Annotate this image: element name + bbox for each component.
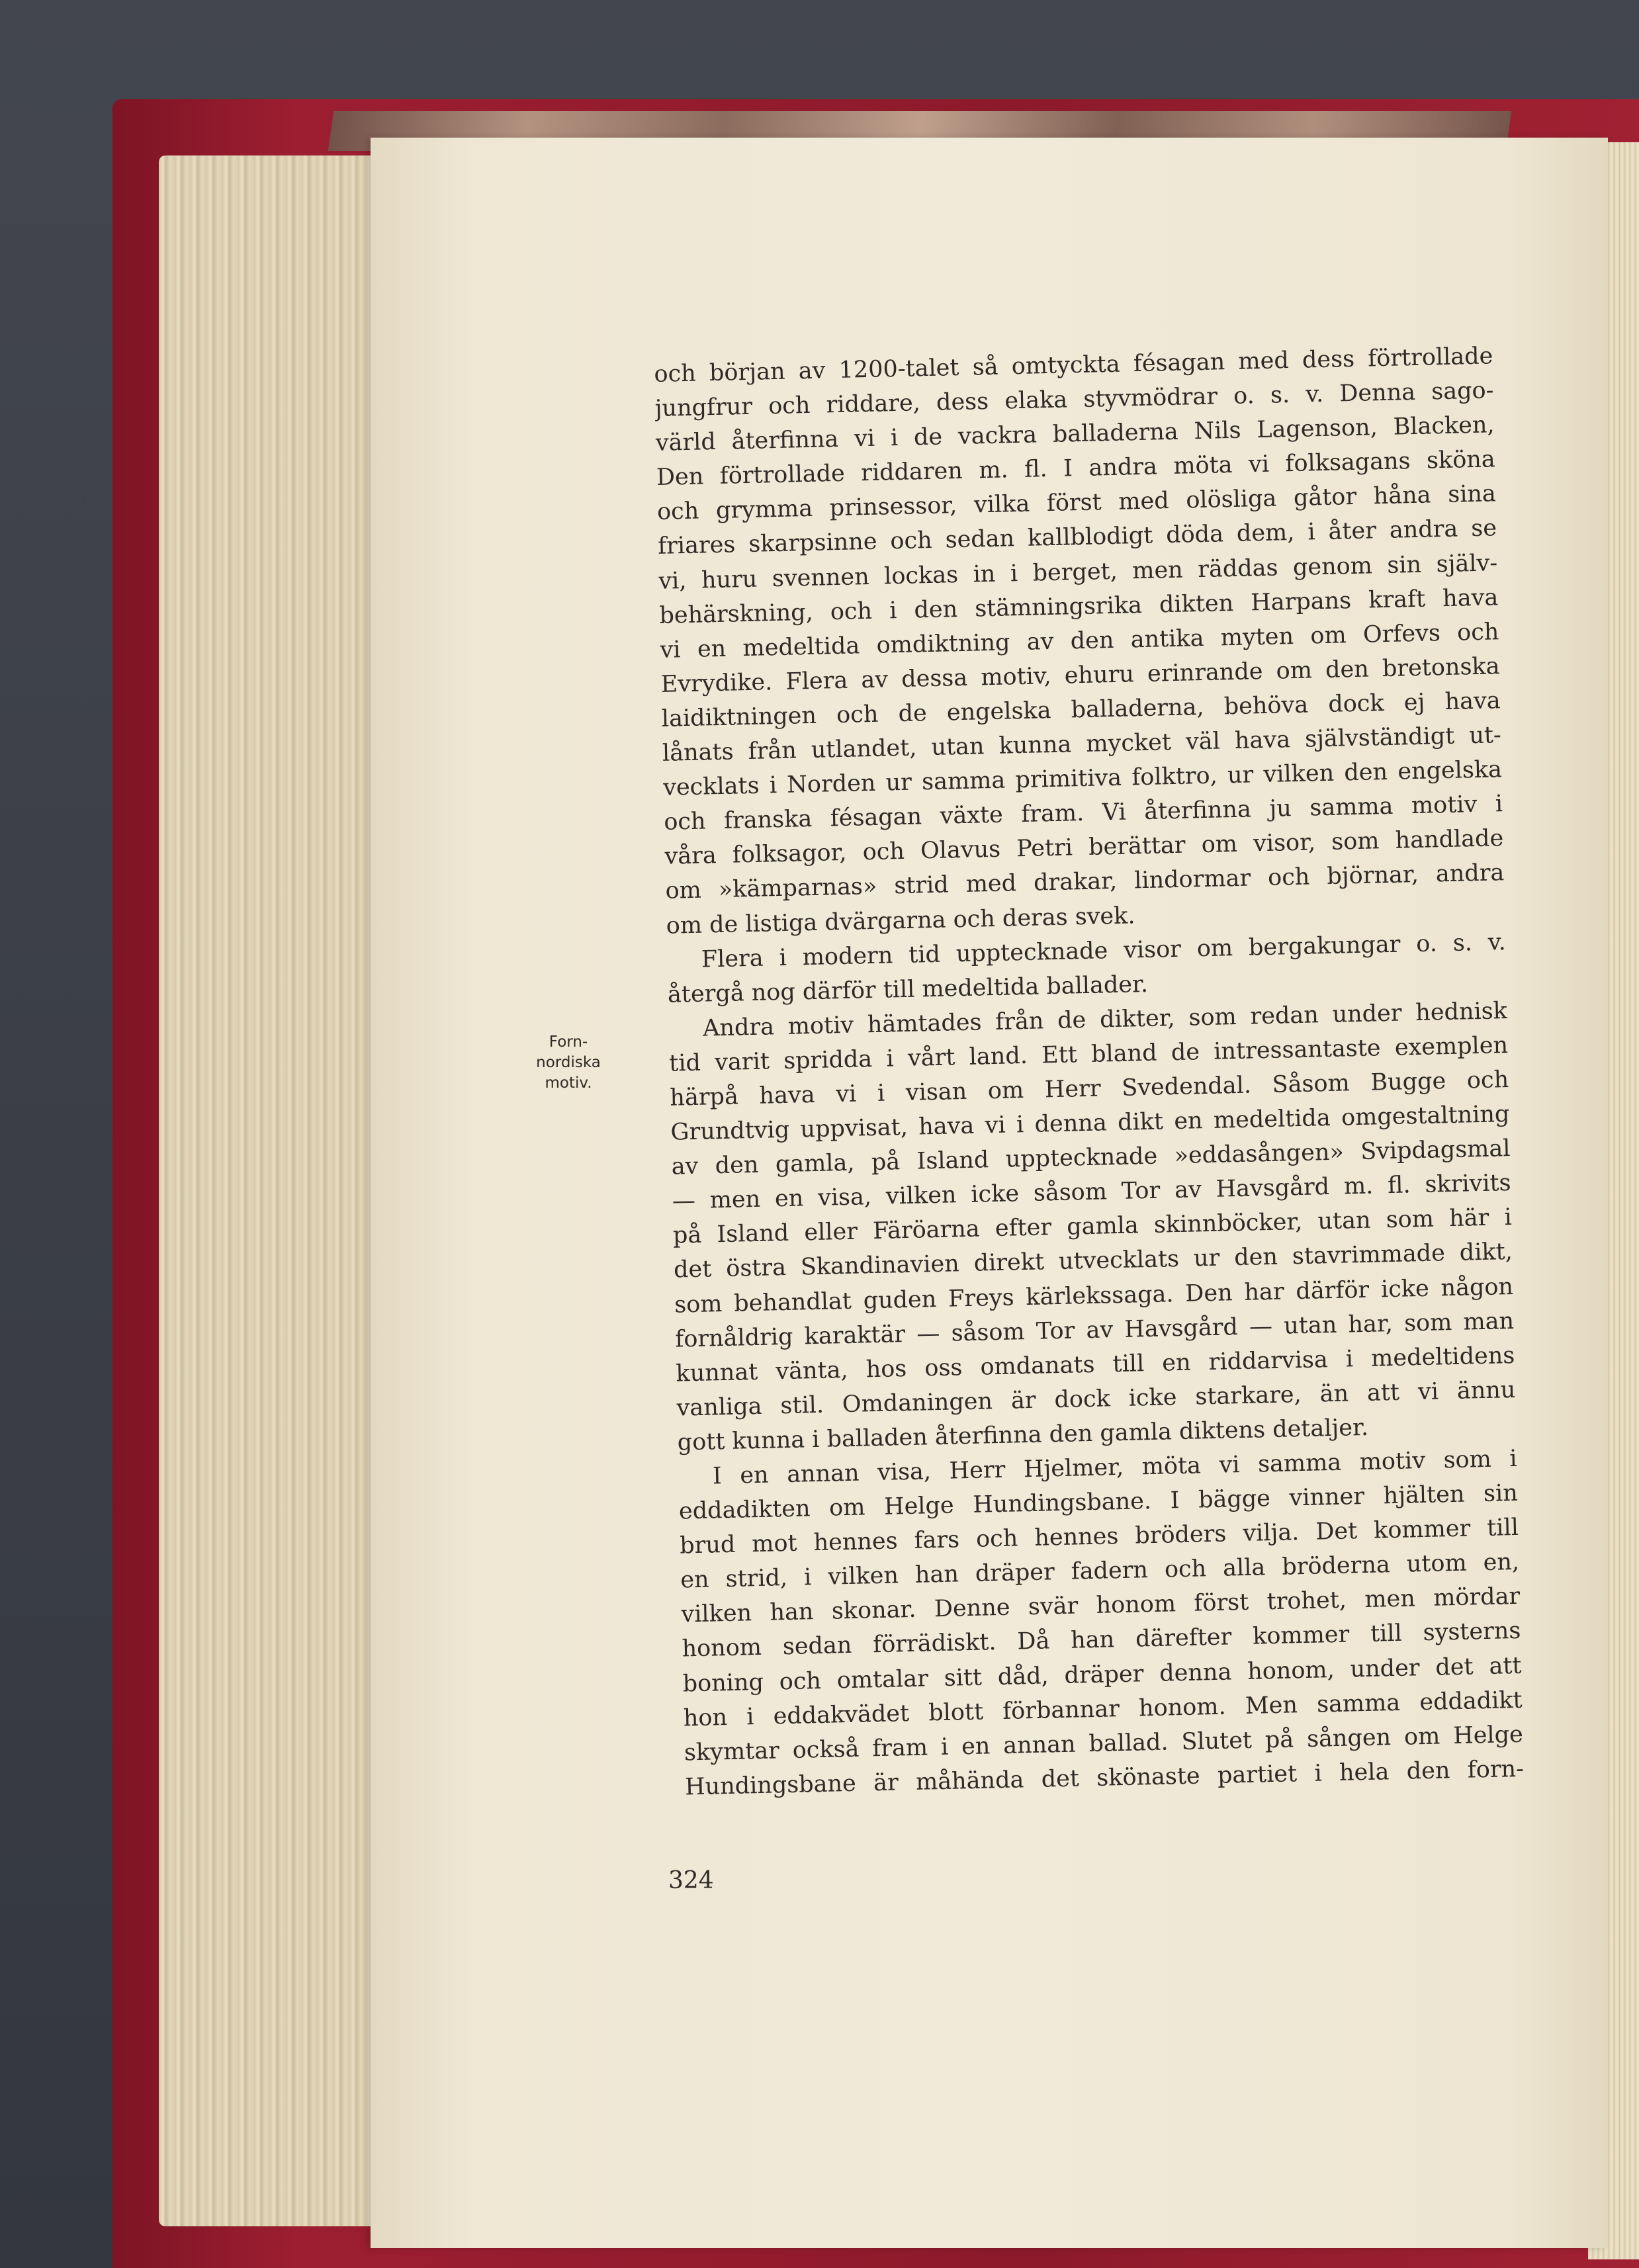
text-line: honom sedan förrädiskt. Då han därefter kommer till systerns bbox=[682, 1618, 1521, 1663]
text-line: hon i eddakvädet blott förbannar honom. Men samma eddadikt bbox=[683, 1686, 1523, 1732]
text-line: och grymma prinsessor, vilka först med olösliga gåtor håna sina bbox=[656, 480, 1497, 526]
text-line: vi, huru svennen lockas in i berget, men räddas genom sin själv- bbox=[658, 549, 1498, 595]
text-line: Evrydike. Flera av dessa motiv, ehuru erinrande om den bretonska bbox=[660, 653, 1500, 698]
text-line: härpå hava vi i visan om Herr Svedendal. Såsom Bugge och bbox=[669, 1067, 1509, 1112]
text-line: om de listiga dvärgarna och deras svek. bbox=[666, 902, 1135, 939]
text-line: tid varit spridda i vårt land. Ett bland de intressantaste exemplen bbox=[668, 1031, 1509, 1077]
text-line: laidiktningen och de engelska balladerna, behöva dock ej hava bbox=[661, 687, 1501, 732]
text-line: behärskning, och i den stämningsrika dikten Harpans kraft hava bbox=[659, 584, 1499, 629]
text-line: fornåldrig karaktär — såsom Tor av Havsgård — utan har, som man bbox=[674, 1307, 1515, 1353]
text-line: eddadikten om Helge Hundingsbane. I bägge vinner hjälten sin bbox=[678, 1480, 1519, 1525]
margin-note-line: nordiska bbox=[536, 1054, 601, 1071]
text-line: på Island eller Färöarna efter gamla skinnböcker, utan som här i bbox=[672, 1204, 1513, 1250]
text-line: vanliga stil. Omdaningen är dock icke starkare, än att vi ännu bbox=[676, 1376, 1516, 1422]
text-line: skymtar också fram i en annan ballad. Slutet på sången om Helge bbox=[684, 1721, 1524, 1766]
text-line: som behandlat guden Freys kärlekssaga. Den har därför icke någon bbox=[674, 1273, 1514, 1319]
text-line: av den gamla, på Island upptecknade »eddasången» Svipdagsmal bbox=[671, 1135, 1511, 1180]
text-line: vilken han skonar. Denne svär honom först trohet, men mördar bbox=[681, 1583, 1521, 1628]
text-line: — men en visa, vilken icke såsom Tor av Havsgård m. fl. skrivits bbox=[672, 1170, 1511, 1215]
page-number: 324 bbox=[668, 1867, 714, 1894]
text-line: Den förtrollade riddaren m. fl. I andra möta vi folksagans sköna bbox=[656, 446, 1496, 492]
text-line: Hundingsbane är måhända det skönaste partiet i hela den forn- bbox=[684, 1755, 1525, 1801]
text-line: Flera i modern tid upptecknade visor om bergakungar o. s. v. bbox=[701, 928, 1507, 973]
text-line: Grundtvig uppvisat, hava vi i denna dikt en medeltida omgestaltning bbox=[670, 1101, 1510, 1146]
margin-note-line: motiv. bbox=[545, 1074, 592, 1092]
text-line: boning och omtalar sitt dåd, dräper denna honom, under det att bbox=[682, 1652, 1522, 1698]
text-line: jungfrur och riddare, dess elaka styvmödrar o. s. v. Denna sago- bbox=[654, 377, 1494, 423]
margin-note bbox=[529, 1032, 607, 1094]
text-line: våra folksagor, och Olavus Petri berättar om visor, som handlade bbox=[664, 825, 1504, 871]
text-line: och franska fésagan växte fram. Vi återfinna ju samma motiv i bbox=[663, 791, 1503, 836]
body-text bbox=[654, 339, 1524, 1804]
margin-note-line: Forn- bbox=[549, 1033, 588, 1051]
text-line: värld återfinna vi i de vackra balladerna Nils Lagenson, Blacken, bbox=[655, 412, 1495, 457]
page-edges-left bbox=[159, 155, 377, 2226]
text-line: Andra motiv hämtades från de dikter, som redan under hednisk bbox=[702, 997, 1508, 1042]
text-line: kunnat vänta, hos oss omdanats till en riddarvisa i medeltidens bbox=[676, 1342, 1515, 1387]
text-line: brud mot hennes fars och hennes bröders vilja. Det kommer till bbox=[679, 1514, 1519, 1559]
text-line: om »kämparnas» strid med drakar, lindormar och björnar, andra bbox=[665, 859, 1505, 905]
text-line: friares skarpsinne och sedan kallblodigt döda dem, i åter andra se bbox=[657, 515, 1497, 560]
text-line: det östra Skandinavien direkt utvecklats ur den stavrimmade dikt, bbox=[673, 1239, 1513, 1284]
text-line: och början av 1200-talet så omtyckta fésagan med dess förtrollade bbox=[654, 343, 1493, 388]
text-line: en strid, i vilken han dräper fadern och alla bröderna utom en, bbox=[680, 1549, 1520, 1594]
text-line: vi en medeltida omdiktning av den antika myten om Orfevs och bbox=[660, 618, 1499, 664]
text-line: lånats från utlandet, utan kunna mycket väl hava självständigt ut- bbox=[662, 722, 1502, 767]
text-line: gott kunna i balladen återfinna den gamla diktens detaljer. bbox=[677, 1414, 1369, 1456]
text-line: I en annan visa, Herr Hjelmer, möta vi samma motiv som i bbox=[712, 1445, 1518, 1490]
text-line: återgå nog därför till medeltida ballader. bbox=[667, 971, 1149, 1008]
text-line: vecklats i Norden ur samma primitiva folktro, ur vilken den engelska bbox=[662, 756, 1503, 801]
